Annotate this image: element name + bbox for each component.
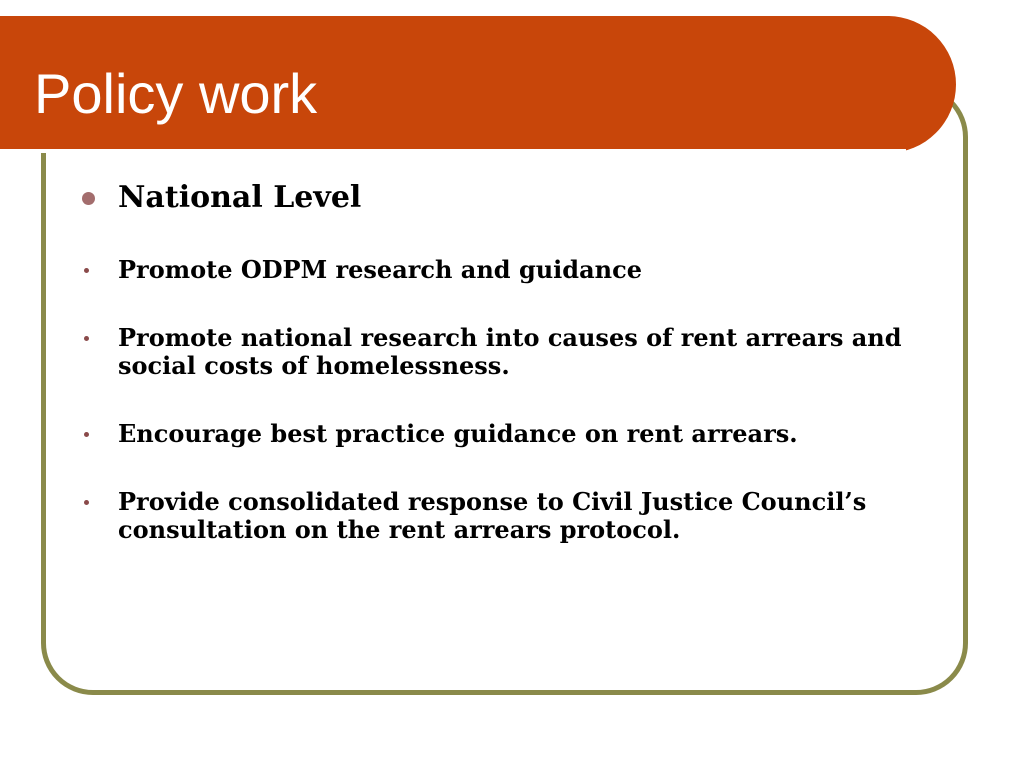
bullet-text: Promote ODPM research and guidance — [118, 255, 642, 284]
bullet-text: Promote national research into causes of rent arrears and social costs of homelessness. — [118, 323, 902, 380]
bullet-text: Encourage best practice guidance on rent arrears. — [118, 419, 798, 448]
title-underline — [0, 149, 906, 153]
bullet-list — [80, 176, 940, 584]
title-bar — [0, 16, 956, 153]
bullet-text: National Level — [118, 180, 362, 215]
bullet-text: Provide consolidated response to Civil Justice Council’s consultation on the rent arrears protocol. — [118, 487, 867, 544]
bullet-item-national-research — [80, 324, 940, 380]
bullet-item-best-practice — [80, 420, 940, 448]
bullet-item-consolidated-response — [80, 488, 940, 544]
bullet-item-odpm — [80, 256, 940, 284]
bullet-item-national-level — [80, 176, 940, 220]
slide-title: Policy work — [34, 62, 318, 125]
